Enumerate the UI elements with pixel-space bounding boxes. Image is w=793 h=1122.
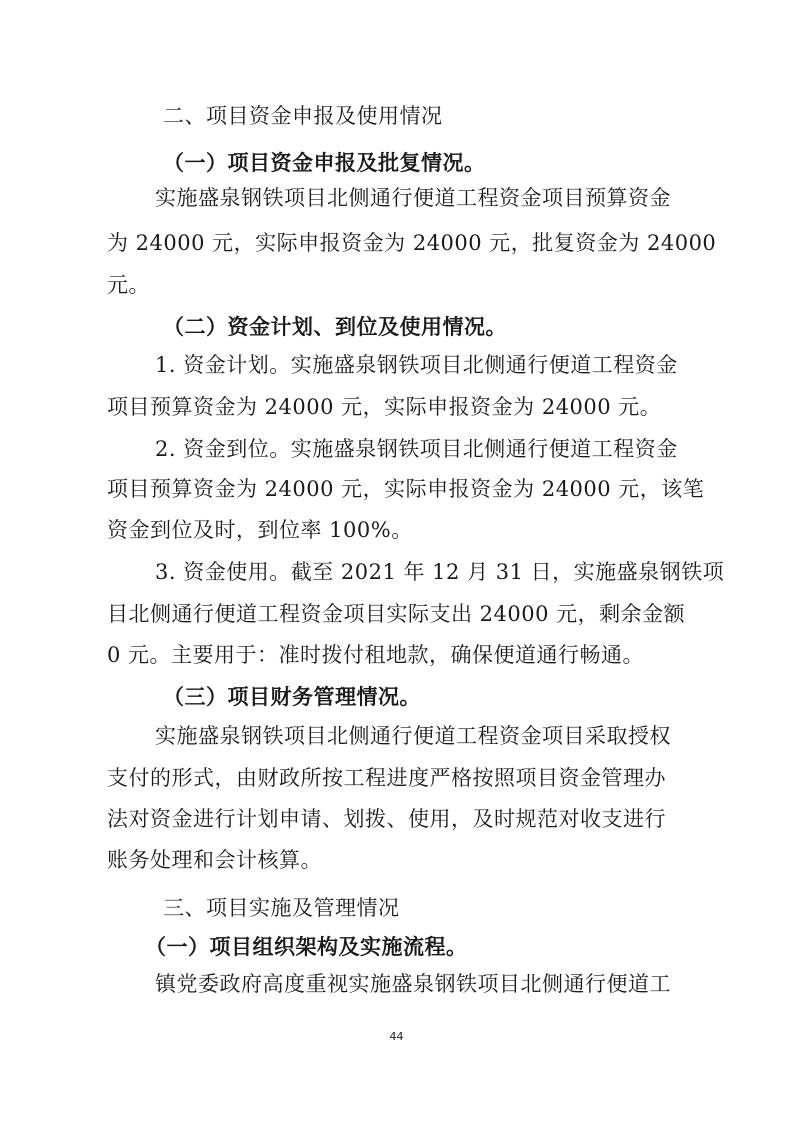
paragraph-line: 2. 资金到位。实施盛泉钢铁项目北侧通行便道工程资金 [155,437,678,461]
paragraph-line: 0 元。主要用于：准时拨付租地款，确保便道通行畅通。 [107,643,645,667]
paragraph-line: 镇党委政府高度重视实施盛泉钢铁项目北侧通行便道工 [155,972,671,996]
paragraph-line: 法对资金进行计划申请、划拨、使用，及时规范对收支进行 [107,807,666,831]
paragraph-line: 实施盛泉钢铁项目北侧通行便道工程资金项目预算资金 [155,186,671,210]
subsection-heading-3-1: （一）项目组织架构及实施流程。 [145,934,468,959]
section-heading-2: 二、项目资金申报及使用情况 [163,104,443,128]
paragraph-line: 3. 资金使用。截至 2021 年 12 月 31 日，实施盛泉钢铁项 [155,560,725,584]
paragraph-line: 支付的形式，由财政所按工程进度严格按照项目资金管理办 [107,766,666,790]
paragraph-line: 目北侧通行便道工程资金项目实际支出 24000 元，剩余金额 [107,602,686,626]
subsection-heading-2-1: （一）项目资金申报及批复情况。 [163,150,486,175]
paragraph-line: 元。 [107,273,150,297]
paragraph-line: 资金到位及时，到位率 100%。 [107,518,413,542]
paragraph-line: 实施盛泉钢铁项目北侧通行便道工程资金项目采取授权 [155,724,671,748]
paragraph-line: 项目预算资金为 24000 元，实际申报资金为 24000 元。 [107,395,662,419]
subsection-heading-2-2: （二）资金计划、到位及使用情况。 [163,314,507,339]
subsection-heading-2-3: （三）项目财务管理情况。 [163,684,421,709]
section-heading-3: 三、项目实施及管理情况 [163,896,400,920]
paragraph-line: 1. 资金计划。实施盛泉钢铁项目北侧通行便道工程资金 [155,353,678,377]
paragraph-line: 账务处理和会计核算。 [107,848,322,872]
paragraph-line: 项目预算资金为 24000 元，实际申报资金为 24000 元，该笔 [107,477,705,501]
paragraph-line: 为 24000 元，实际申报资金为 24000 元，批复资金为 24000 [107,231,717,255]
page-number: 44 [389,1030,404,1043]
